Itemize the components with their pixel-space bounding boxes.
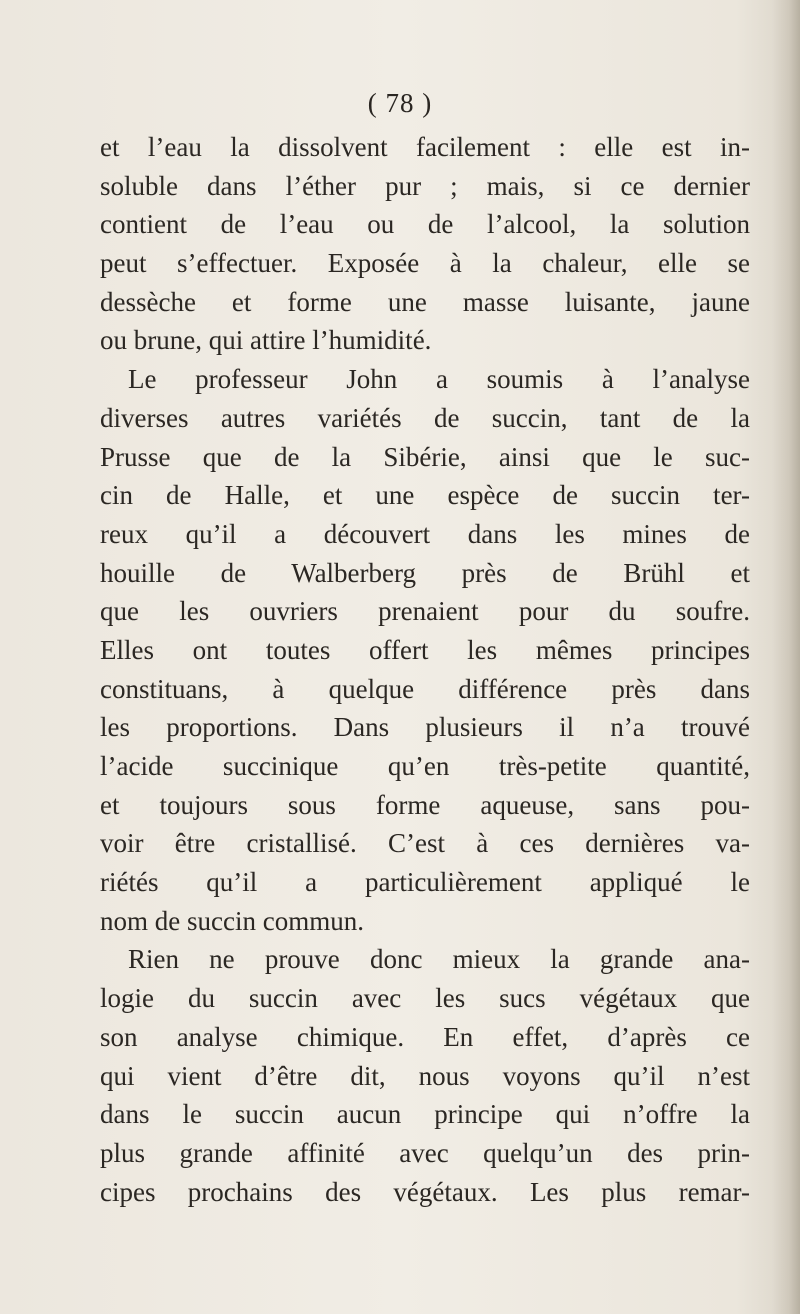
page-number: ( 78 ) xyxy=(367,88,433,118)
text-line: les proportions. Dans plusieurs il n’a trouvé xyxy=(100,712,750,743)
text-line: Elles ont toutes offert les mêmes principes xyxy=(100,634,750,665)
body-text xyxy=(100,128,750,1211)
text-line: logie du succin avec les sucs végétaux que xyxy=(100,983,750,1014)
text-line: Rien ne prouve donc mieux la grande ana- xyxy=(128,944,750,975)
text-line: soluble dans l’éther pur ; mais, si ce dernier xyxy=(100,170,750,201)
text-line: constituans, à quelque différence près dans xyxy=(100,673,750,704)
text-line: riétés qu’il a particulièrement appliqué le xyxy=(100,867,750,898)
text-line: voir être cristallisé. C’est à ces dernières va- xyxy=(100,828,750,859)
text-line: peut s’effectuer. Exposée à la chaleur, elle se xyxy=(100,248,750,279)
text-line: houille de Walberberg près de Brühl et xyxy=(100,557,750,588)
text-line: cipes prochains des végétaux. Les plus remar- xyxy=(100,1176,750,1207)
text-line: son analyse chimique. En effet, d’après ce xyxy=(100,1021,750,1052)
text-line: Prusse que de la Sibérie, ainsi que le suc- xyxy=(100,441,750,472)
text-line: l’acide succinique qu’en très-petite quantité, xyxy=(100,751,750,781)
text-line: Le professeur John a soumis à l’analyse xyxy=(128,364,750,395)
text-line: que les ouvriers prenaient pour du soufre. xyxy=(100,596,750,627)
text-line: diverses autres variétés de succin, tant de la xyxy=(100,402,750,433)
text-line: reux qu’il a découvert dans les mines de xyxy=(100,518,750,549)
text-line: ou brune, qui attire l’humidité. xyxy=(100,325,432,356)
page-edge-shadow xyxy=(772,0,800,1314)
text-line: cin de Halle, et une espèce de succin ter- xyxy=(100,480,750,511)
text-line: nom de succin commun. xyxy=(100,905,364,936)
text-line: qui vient d’être dit, nous voyons qu’il n’est xyxy=(100,1060,750,1091)
text-line: plus grande affinité avec quelqu’un des prin- xyxy=(100,1137,750,1168)
text-line: contient de l’eau ou de l’alcool, la solution xyxy=(100,209,750,240)
text-line: et l’eau la dissolvent facilement : elle est in- xyxy=(100,132,750,162)
text-line: et toujours sous forme aqueuse, sans pou- xyxy=(100,789,750,820)
text-line: dessèche et forme une masse luisante, jaune xyxy=(100,286,750,317)
text-line: dans le succin aucun principe qui n’offre la xyxy=(100,1099,750,1130)
